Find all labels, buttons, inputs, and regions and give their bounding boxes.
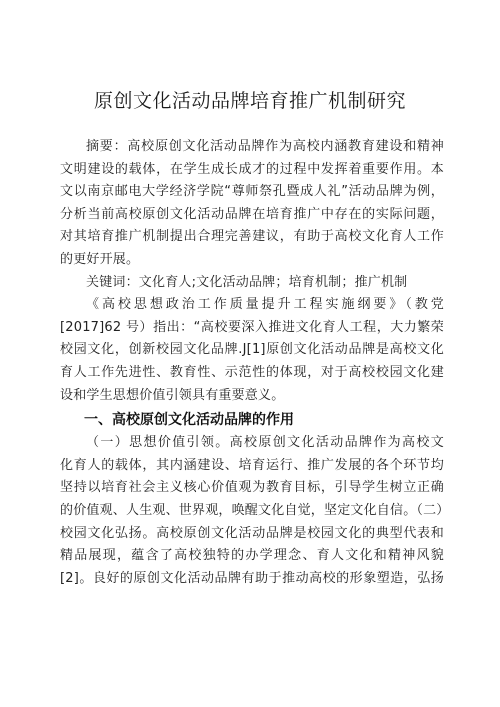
intro-line: 校园文化，创新校园文化品牌.J[1]原创文化活动品牌是高校文化 — [60, 342, 444, 358]
abstract-line: 对其培育推广机制提出合理完善建议，有助于高校文化育人工作 — [60, 229, 444, 245]
intro-line: 育人工作先进性、教育性、示范性的体现，对于高校校园文化建 — [60, 364, 444, 380]
section-line: [2]。良好的原创文化活动品牌有助于推动高校的形象塑造，弘扬 — [60, 570, 444, 586]
abstract-line: 分析当前高校原创文化活动品牌在培育推广中存在的实际问题， — [60, 206, 444, 222]
intro-line: [2017]62 号）指出：“高校要深入推进文化育人工程，大力繁荣 — [60, 319, 444, 335]
abstract-line: 摘要：高校原创文化活动品牌作为高校内涵教育建设和精神 — [86, 139, 444, 154]
intro-line: 《高校思想政治工作质量提升工程实施纲要》（教党 — [86, 297, 444, 313]
section-line: 的价值观、人生观、世界观，唤醒文化自觉，坚定文化自信。（二） — [60, 502, 450, 518]
section-heading: 一、高校原创文化活动品牌的作用 — [84, 412, 294, 429]
intro-line: 设和学生思想价值引领具有重要意义。 — [60, 387, 285, 403]
keywords-line: 关键词：文化育人;文化活动品牌；培育机制；推广机制 — [86, 274, 408, 290]
abstract-line: 的更好开展。 — [60, 251, 140, 267]
section-line: 校园文化弘扬。高校原创文化活动品牌是校园文化的典型代表和 — [60, 525, 444, 541]
document-body — [60, 136, 450, 590]
section-line: 精品展现，蕴含了高校独特的办学理念、育人文化和精神风貌 — [60, 548, 444, 564]
section-line: （一）思想价值引领。高校原创文化活动品牌作为高校文 — [86, 435, 444, 451]
document-title: 原创文化活动品牌培育推广机制研究 — [93, 90, 406, 112]
section-line: 化育人的载体，其内涵建设、培育运行、推广发展的各个环节均 — [60, 457, 444, 473]
section-line: 坚持以培育社会主义核心价值观为教育目标，引导学生树立正确 — [60, 480, 444, 496]
abstract-line: 文明建设的载体，在学生成长成才的过程中发挥着重要作用。本 — [60, 161, 444, 177]
abstract-line: 文以南京邮电大学经济学院“尊师祭孔暨成人礼”活动品牌为例， — [60, 184, 444, 200]
